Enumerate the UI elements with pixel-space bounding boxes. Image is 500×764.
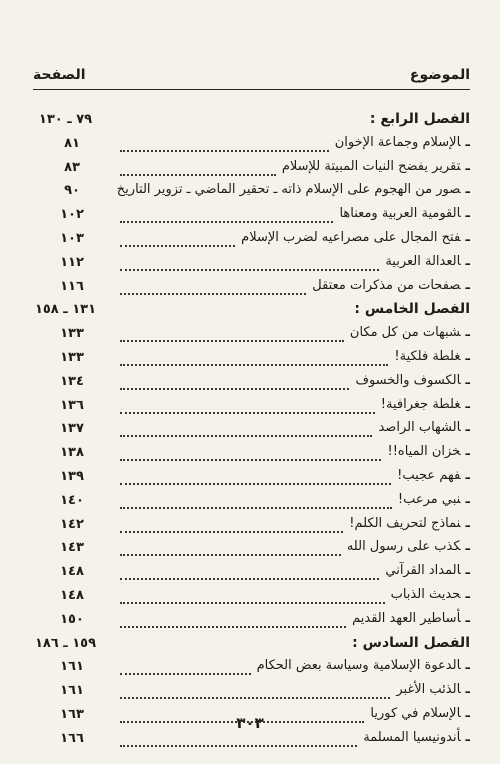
bullet-dash: ـ (465, 277, 470, 293)
toc-entry-row (0, 419, 500, 443)
entry-title (381, 397, 470, 412)
toc-entry-row (0, 657, 500, 681)
toc-entry-row (0, 158, 500, 182)
bullet-dash: ـ (465, 729, 470, 745)
toc-entry-row (0, 538, 500, 562)
toc-page-number: ٨١ (64, 135, 80, 151)
entry-title (117, 182, 470, 197)
toc-list (0, 110, 500, 753)
toc-entry-row (0, 372, 500, 396)
page-column-label: الصفحة (33, 67, 86, 83)
bullet-dash: ـ (465, 682, 470, 698)
toc-text: حديث الذباب (390, 586, 461, 602)
dot-leader (120, 507, 392, 509)
toc-entry-row (0, 277, 500, 301)
toc-page-number: ١١٦ (60, 278, 84, 294)
bullet-dash: ـ (465, 586, 470, 602)
dot-leader (120, 745, 357, 747)
entry-title (394, 349, 470, 364)
dot-leader (120, 245, 235, 247)
toc-text: فتح المجال على مصراعيه لضرب الإسلام (241, 229, 461, 245)
toc-text: صور من الهجوم على الإسلام ذاته ـ تحقير الماضي ـ تزوير التاريخ (116, 182, 461, 198)
toc-entry-row (0, 443, 500, 467)
entry-title (387, 444, 470, 459)
bullet-dash: ـ (465, 182, 470, 198)
entry-title (241, 230, 470, 245)
toc-text: القومية العربية ومعناها (339, 206, 461, 222)
toc-page-number: ١٤٨ (60, 564, 84, 580)
entry-title (349, 516, 470, 531)
toc-page-number: ١٣٧ (60, 421, 84, 437)
entry-title (347, 539, 470, 554)
dot-leader (120, 364, 388, 366)
toc-entry-row (0, 491, 500, 515)
toc-entry-row (0, 181, 500, 205)
bullet-dash: ـ (465, 158, 470, 174)
toc-entry-row (0, 396, 500, 420)
toc-text: الدعوة الإسلامية وسياسة بعض الحكام (256, 658, 461, 674)
toc-entry-row (0, 205, 500, 229)
entry-title (355, 373, 470, 388)
bullet-dash: ـ (465, 253, 470, 269)
dot-leader (120, 388, 349, 390)
bullet-dash: ـ (465, 444, 470, 460)
toc-entry-row (0, 586, 500, 610)
toc-text: غلطة فلكية! (394, 348, 461, 364)
bullet-dash: ـ (465, 396, 470, 412)
toc-page-number: ١٤٠ (60, 492, 84, 508)
toc-page-number: ٨٣ (64, 159, 80, 175)
page-number: ٣٠٣ (236, 714, 264, 732)
dot-leader (120, 483, 391, 485)
entry-title (378, 420, 470, 435)
bullet-dash: ـ (465, 420, 470, 436)
toc-page-number: ١٣٣ (60, 349, 84, 365)
toc-header (33, 64, 470, 86)
header-divider (33, 89, 470, 90)
toc-text: الكسوف والخسوف (355, 372, 461, 388)
toc-text: الفصل السادس : (352, 634, 470, 651)
dot-leader (120, 459, 381, 461)
entry-title (391, 587, 470, 602)
toc-text: الذئب الأغبر (396, 682, 461, 698)
toc-chapter-row (0, 634, 500, 658)
toc-page-number: ١٣١ ـ ١٥٨ (34, 302, 97, 318)
bullet-dash: ـ (465, 372, 470, 388)
toc-entry-row (0, 562, 500, 586)
dot-leader (120, 150, 329, 152)
toc-text: المداد القرآني (385, 563, 461, 579)
toc-entry-row (0, 324, 500, 348)
toc-entry-row (0, 729, 500, 753)
toc-text: شبهات من كل مكان (349, 325, 461, 341)
toc-entry-row (0, 467, 500, 491)
toc-text: الإسلام وجماعة الإخوان (334, 134, 461, 150)
entry-title (257, 658, 470, 673)
toc-page-number: ١٦١ (60, 659, 84, 675)
toc-page-number: ١٥٩ ـ ١٨٦ (34, 635, 97, 651)
dot-leader (120, 531, 343, 533)
chapter-title (354, 301, 470, 317)
toc-text: تقرير يفضح النيات المبيتة للإسلام (281, 158, 461, 174)
toc-entry-row (0, 515, 500, 539)
bullet-dash: ـ (465, 325, 470, 341)
toc-entry-row (0, 253, 500, 277)
topic-column-label: الموضوع (409, 67, 470, 83)
toc-page-number: ١٦٦ (60, 730, 84, 746)
dot-leader (120, 340, 344, 342)
toc-entry-row (0, 681, 500, 705)
bullet-dash: ـ (465, 206, 470, 222)
toc-page-number: ١٠٣ (60, 230, 84, 246)
dot-leader (120, 554, 341, 556)
entry-title (339, 206, 470, 221)
toc-page-number: ١٣٣ (60, 326, 84, 342)
toc-text: نبي مرعب! (397, 491, 461, 507)
bullet-dash: ـ (465, 563, 470, 579)
chapter-title (352, 635, 470, 651)
bullet-dash: ـ (465, 539, 470, 555)
toc-text: الشهاب الراصد (378, 420, 461, 436)
toc-page-number: ١٠٢ (60, 207, 84, 223)
dot-leader (120, 578, 379, 580)
toc-page-number: ١٤٢ (60, 516, 84, 532)
dot-leader (120, 435, 372, 437)
bullet-dash: ـ (465, 467, 470, 483)
chapter-title (370, 111, 470, 127)
toc-text: صفحات من مذكرات معتقل (312, 277, 461, 293)
toc-text: خزان المياه!! (387, 444, 461, 460)
dot-leader (120, 269, 379, 271)
toc-page-number: ٩٠ (64, 183, 80, 199)
toc-page-number: ١٤٣ (60, 540, 84, 556)
toc-text: الإسلام في كوريا (370, 705, 461, 721)
toc-entry-row (0, 610, 500, 634)
toc-page-number: ١٣٨ (60, 445, 84, 461)
toc-text: أساطير العهد القديم (352, 610, 461, 626)
bullet-dash: ـ (465, 515, 470, 531)
dot-leader (120, 673, 251, 675)
entry-title (396, 682, 470, 697)
entry-title (385, 563, 470, 578)
toc-chapter-row (0, 110, 500, 134)
toc-page-number: ١٦١ (60, 683, 84, 699)
toc-page-number: ١٣٩ (60, 468, 84, 484)
toc-text: نماذج لتحريف الكلم! (349, 515, 461, 531)
toc-page-number: ٧٩ ـ ١٣٠ (38, 112, 93, 127)
entry-title (350, 325, 470, 340)
toc-entry-row (0, 134, 500, 158)
toc-page-number: ١٣٦ (60, 397, 84, 413)
dot-leader (120, 626, 346, 628)
dot-leader (120, 412, 375, 414)
toc-page-number: ١١٢ (60, 254, 84, 270)
toc-text: كذب على رسول الله (346, 539, 461, 555)
toc-text: الفصل الرابع : (369, 111, 470, 127)
toc-entry-row (0, 348, 500, 372)
bullet-dash: ـ (465, 348, 470, 364)
bullet-dash: ـ (465, 491, 470, 507)
toc-page-number: ١٤٨ (60, 587, 84, 603)
entry-title (282, 159, 470, 174)
dot-leader (120, 293, 306, 295)
toc-page-number: ١٣٤ (60, 373, 84, 389)
toc-text: العدالة العربية (385, 253, 461, 269)
entry-title (397, 468, 470, 483)
toc-chapter-row (0, 300, 500, 324)
entry-title (385, 254, 470, 269)
bullet-dash: ـ (465, 658, 470, 674)
dot-leader (120, 174, 276, 176)
toc-text: أندونيسيا المسلمة (363, 729, 461, 745)
dot-leader (120, 221, 333, 223)
toc-entry-row (0, 229, 500, 253)
entry-title (352, 611, 470, 626)
toc-text: الفصل الخامس : (354, 301, 470, 318)
dot-leader (120, 697, 390, 699)
entry-title (398, 492, 470, 507)
entry-title (312, 278, 470, 293)
toc-text: فهم عجيب! (397, 467, 461, 483)
entry-title (335, 135, 470, 150)
bullet-dash: ـ (465, 134, 470, 150)
dot-leader (120, 602, 385, 604)
bullet-dash: ـ (465, 705, 470, 721)
bullet-dash: ـ (465, 229, 470, 245)
toc-page-number: ١٦٣ (60, 706, 84, 722)
toc-text: غلطة جغرافية! (380, 396, 461, 412)
toc-page-number: ١٥٠ (60, 611, 84, 627)
bullet-dash: ـ (465, 610, 470, 626)
